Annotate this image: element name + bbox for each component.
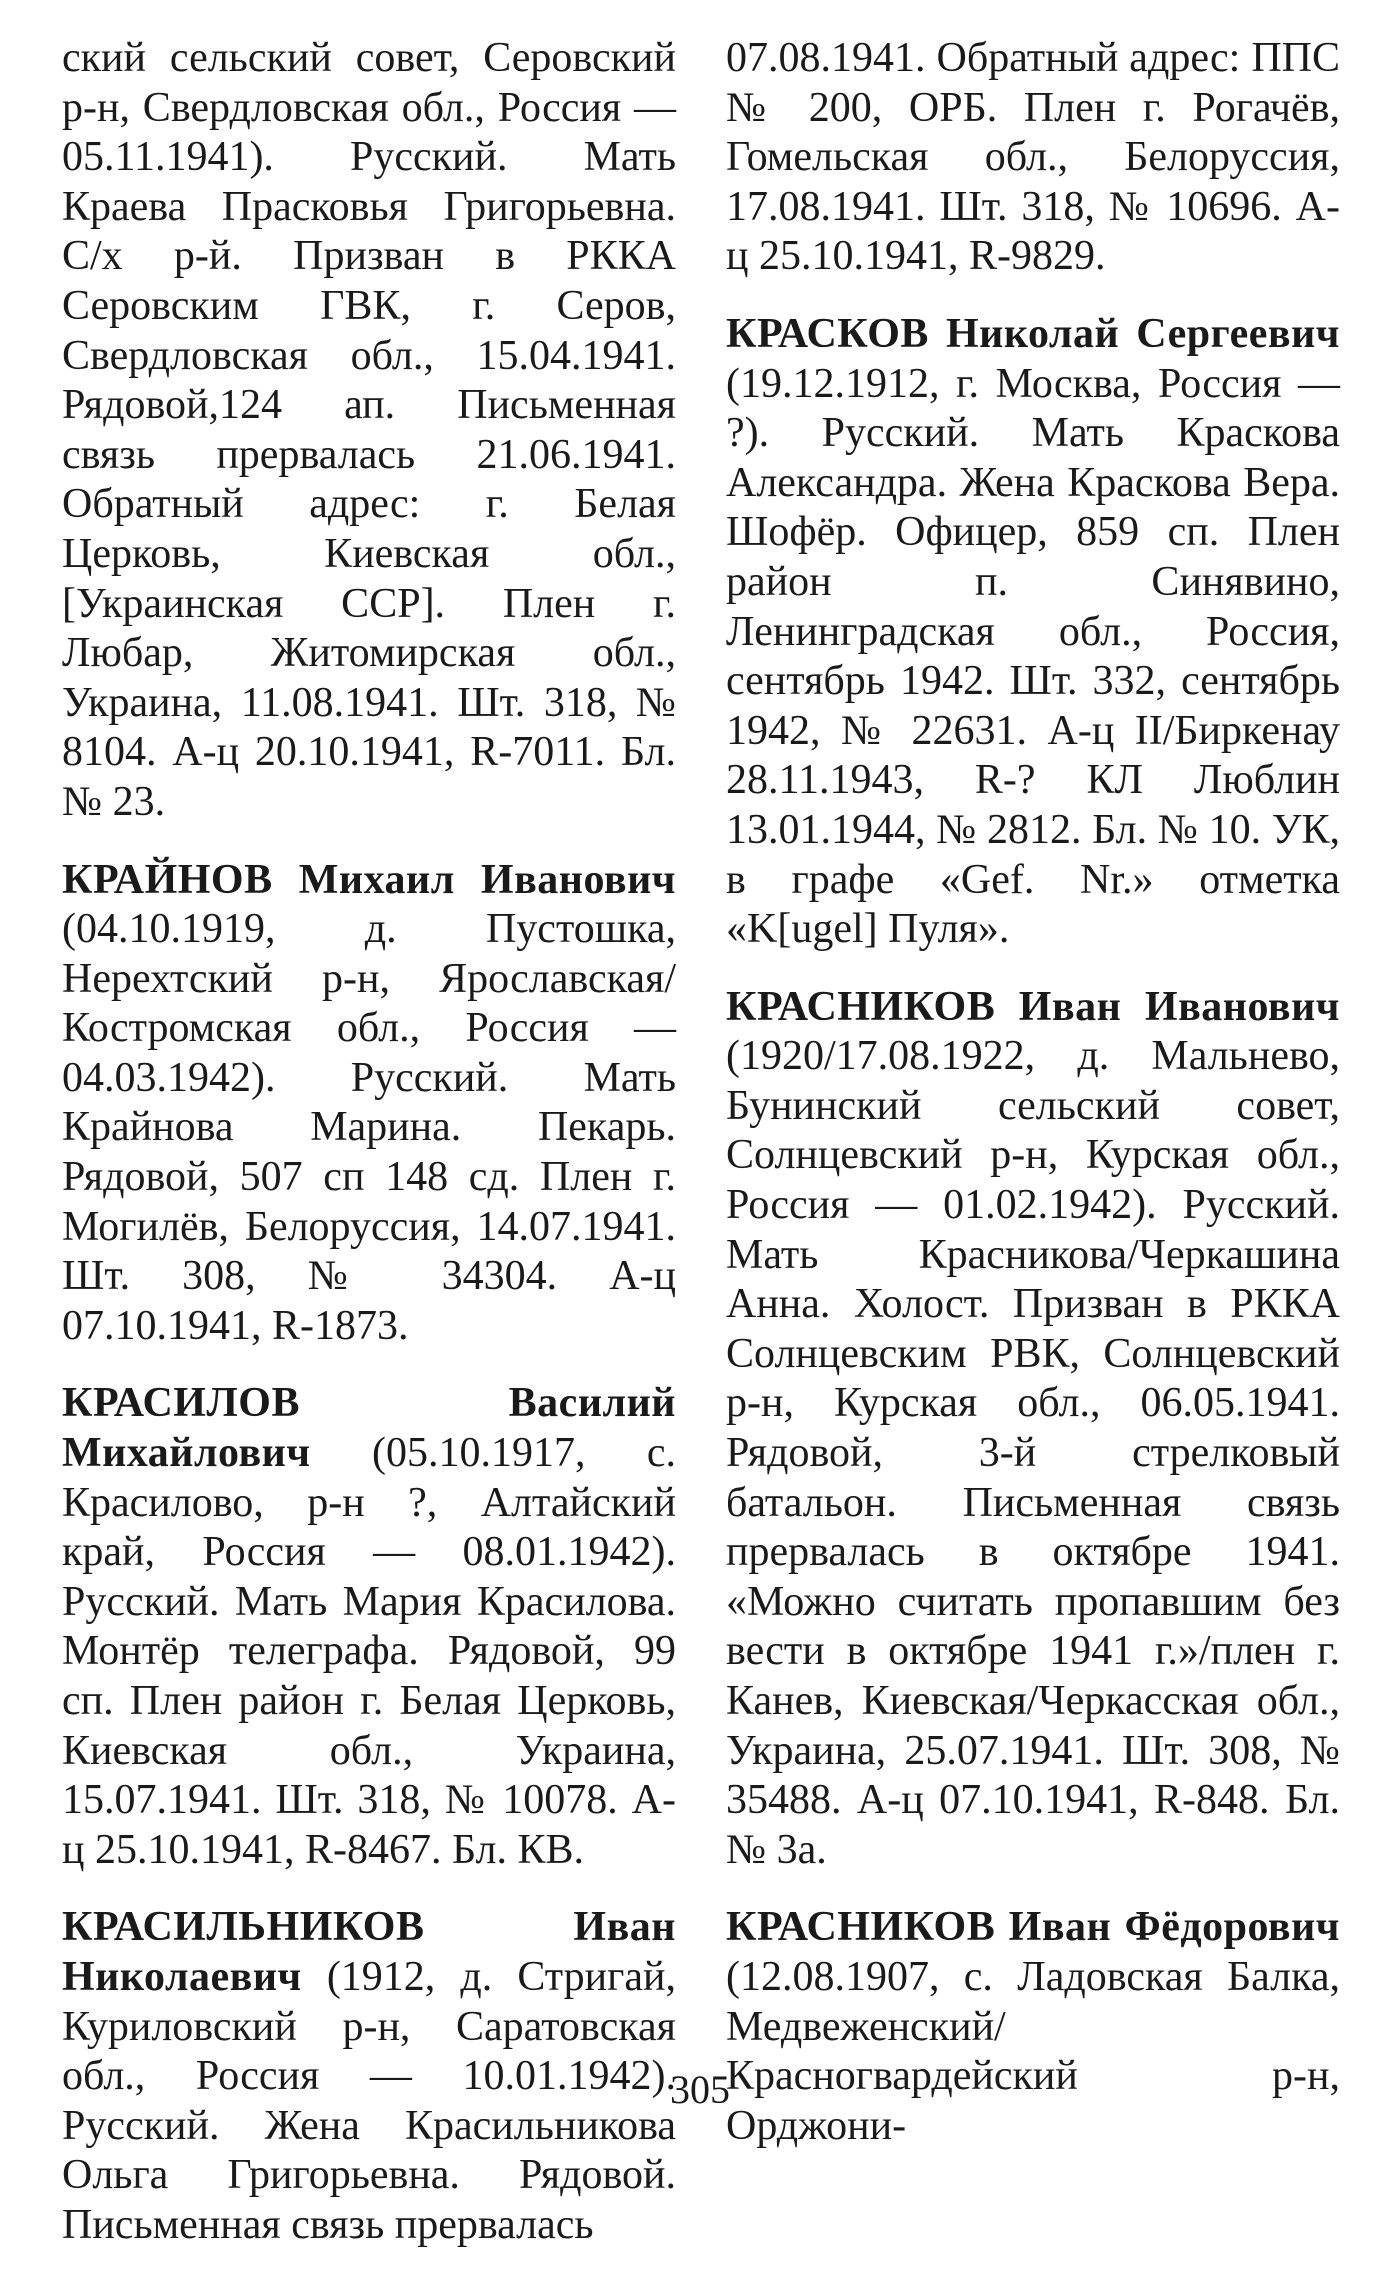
left-column bbox=[62, 34, 676, 2279]
entry-krasnikov-ivanovich bbox=[726, 983, 1340, 1876]
entry-name: КРАСНИКОВ Иван Иванович bbox=[726, 983, 1340, 1030]
entry-text: (05.10.1917, с. Красилово, р-н ?, Алтайский край, Россия — 08.01.1942). Русский. Мать Мария Красилова. Монтёр телеграфа. Рядовой, 99 сп. Плен район г. Белая Церковь, Киевская обл., Украина, 15.07.1941. Шт. 318, № 10078. А-ц 25.10.1941, R-8467. Бл. КВ. bbox=[62, 1430, 676, 1873]
entry-text: (19.12.1912, г. Москва, Россия — ?). Русский. Мать Краскова Александра. Жена Краскова Вера. Шофёр. Офицер, 859 сп. Плен район п. Синявино, Ленинградская обл., Россия, сентябрь 1942. Шт. 332, сентябрь 1942, № 22631. А-ц II/Биркенау 28.11.1943, R-? КЛ Люблин 13.01.1944, № 2812. Бл. № 10. УК, в графе «Gef. Nr.» отметка «K[ugel] Пуля». bbox=[726, 360, 1340, 953]
entry-text: (1920/17.08.1922, д. Мальнево, Бунинский сельский совет, Солнцевский р-н, Курская обл., Россия — 01.02.1942). Русский. Мать Красникова/Черкашина Анна. Холост. Призван в РККА Солнцевским РВК, Солнцевский р-н, Курская обл., 06.05.1941. Рядовой, 3-й стрелковый батальон. Письменная связь прервалась в октябре 1941. «Можно считать пропавшим без вести в октябре 1941 г.»/плен г. Канев, Киевская/Черкасская обл., Украина, 25.07.1941. Шт. 308, № 35488. А-ц 07.10.1941, R-848. Бл. № 3а. bbox=[726, 1033, 1340, 1873]
entry-text: 07.08.1941. Обратный адрес: ППС № 200, ОРБ. Плен г. Рогачёв, Гомельская обл., Белоруссия, 17.08.1941. Шт. 318, № 10696. А-ц 25.10.1941, R-9829. bbox=[726, 35, 1340, 280]
entry-text: ский сельский совет, Серовский р-н, Свердловская обл., Россия — 05.11.1941). Русский. Мать Краева Прасковья Григорьевна. С/х р-й. Призван в РККА Серовским ГВК, г. Серов, Свердловская обл., 15.04.1941. Рядовой,124 ап. Письменная связь прервалась 21.06.1941. Обратный адрес: г. Белая Церковь, Киевская обл., [Украинская ССР]. Плен г. Любар, Житомирская обл., Украина, 11.08.1941. Шт. 318, № 8104. А-ц 20.10.1941, R-7011. Бл. № 23. bbox=[62, 35, 676, 825]
entry-krasnikov-fedorovich bbox=[726, 1903, 1340, 2151]
entry-kraskov bbox=[726, 310, 1340, 955]
page-number: 305 bbox=[670, 2067, 730, 2112]
right-column bbox=[726, 34, 1340, 2179]
entry-continuation bbox=[62, 34, 676, 828]
entry-name: КРАСНИКОВ Иван Фёдорович bbox=[726, 1904, 1340, 1951]
entry-name: КРАСКОВ Николай Сергеевич bbox=[726, 310, 1340, 357]
entry-continuation bbox=[726, 34, 1340, 282]
entry-text: (12.08.1907, с. Ладовская Балка, Медвеженский/ Красногвардейский р-н, Орджони- bbox=[726, 1953, 1340, 2149]
entry-krainov bbox=[62, 856, 676, 1352]
entry-name: КРАЙНОВ Михаил Иванович bbox=[62, 856, 676, 903]
entry-text: (04.10.1919, д. Пустошка, Нерехтский р-н, Ярославская/Костромская обл., Россия — 04.03.1942). Русский. Мать Крайнова Марина. Пекарь. Рядовой, 507 сп 148 сд. Плен г. Могилёв, Белоруссия, 14.07.1941. Шт. 308, № 34304. А-ц 07.10.1941, R-1873. bbox=[62, 906, 676, 1349]
entry-name: КРАСИЛЬНИКОВ Иван Николаевич bbox=[62, 1904, 676, 2000]
entry-name: КРАСИЛОВ Василий Михайлович bbox=[62, 1380, 676, 1477]
entry-text: (1912, д. Стригай, Куриловский р-н, Саратовская обл., Россия — 10.01.1942). Русский. Жена Красильникова Ольга Григорьевна. Рядовой. Письменная связь прервалась bbox=[62, 1953, 676, 2248]
entry-krasilov bbox=[62, 1379, 676, 1875]
